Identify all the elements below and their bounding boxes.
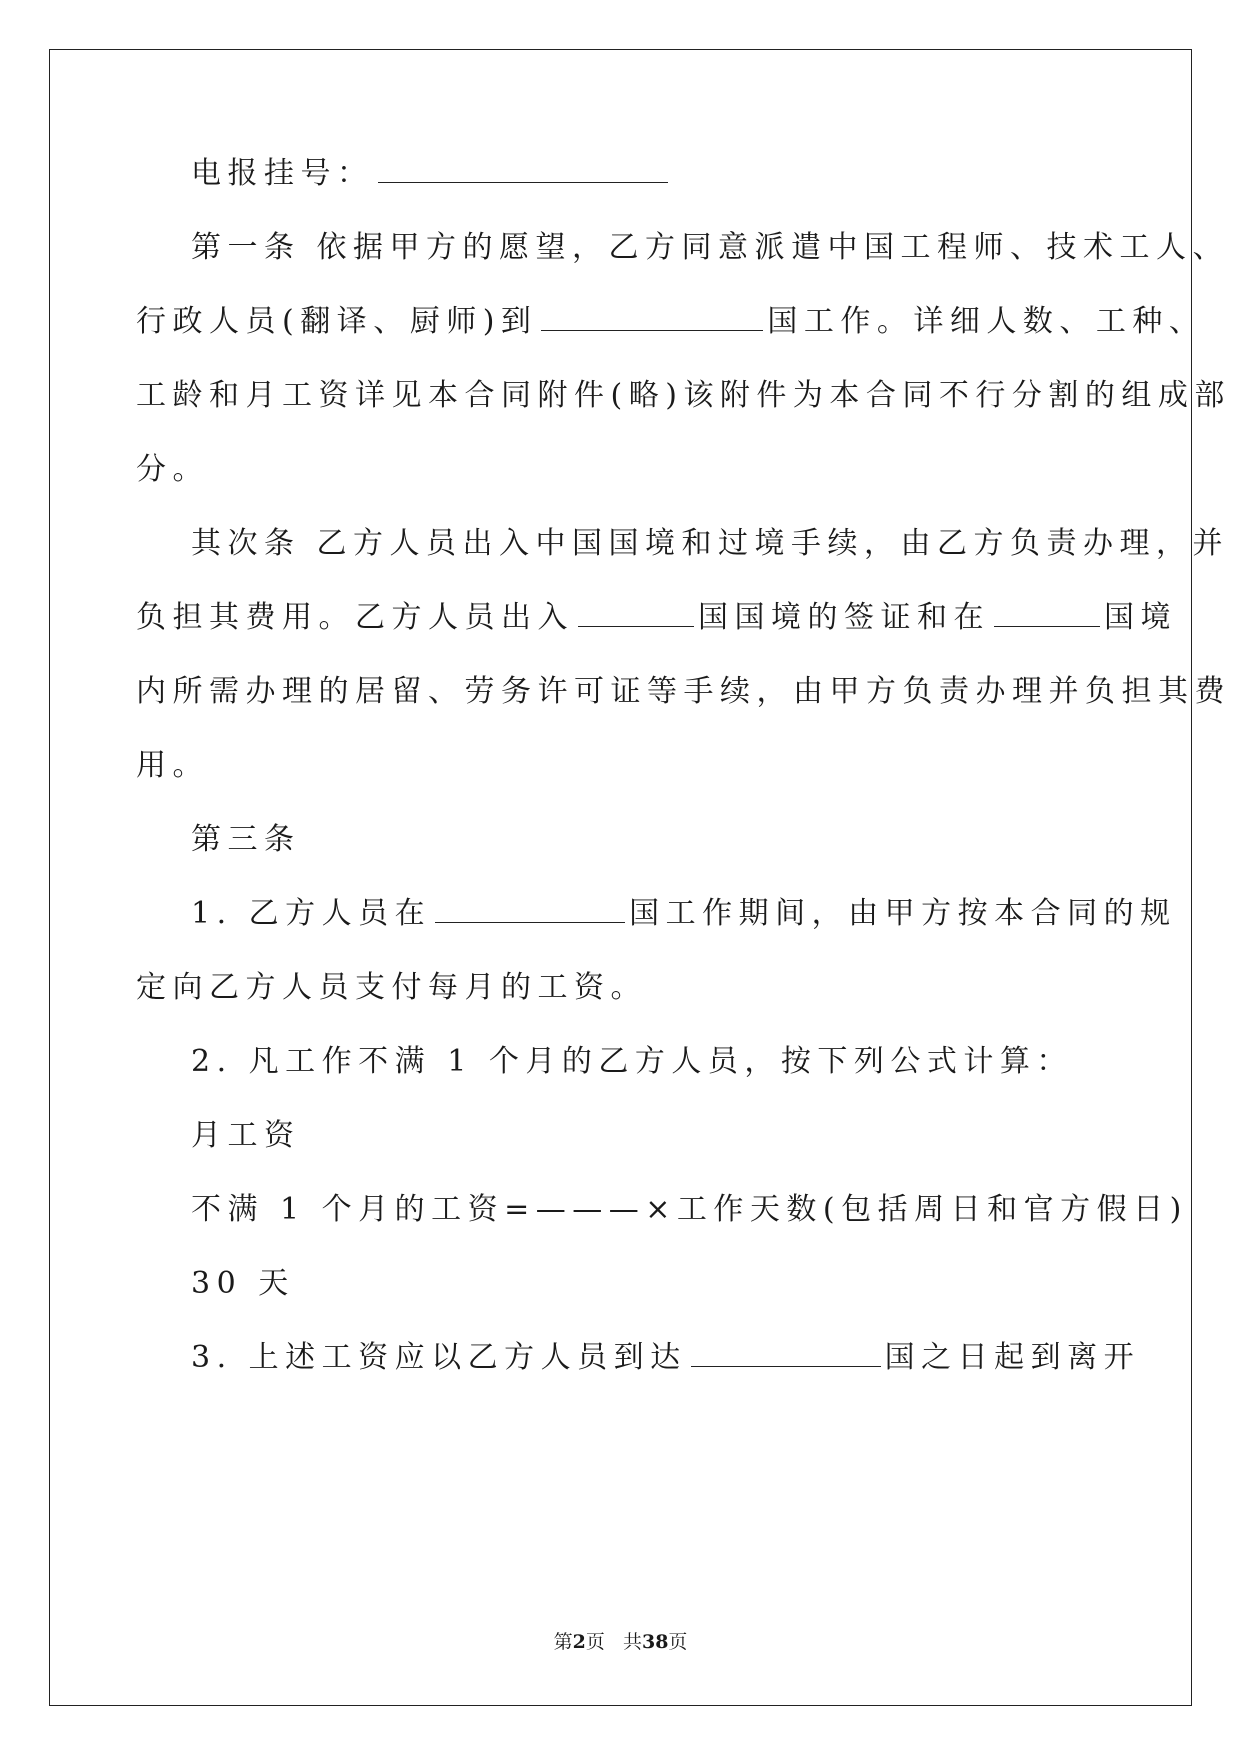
article-2-line-4: 用。	[136, 748, 209, 783]
country-blank-5	[691, 1340, 881, 1367]
total-pages: 38	[641, 1631, 669, 1653]
article-3-heading: 第三条	[191, 822, 301, 857]
article-2-line-2: 负担其费用。乙方人员出入 国国境的签证和在 国境	[136, 600, 1177, 635]
formula-denominator: 30 天	[191, 1266, 295, 1301]
page-number: 2	[572, 1631, 586, 1653]
article-1-line-2: 行政人员(翻译、厨师)到 国工作。详细人数、工种、	[136, 304, 1206, 339]
clause-3-line-1: 3. 上述工资应以乙方人员到达 国之日起到离开	[191, 1340, 1141, 1375]
article-2-line-3: 内所需办理的居留、劳务许可证等手续，由甲方负责办理并负担其费	[136, 674, 1231, 709]
telegraph-line	[191, 154, 672, 194]
formula-line: 不满 1 个月的工资=———×工作天数(包括周日和官方假日)	[191, 1192, 1188, 1227]
article-2-line-1: 其次条 乙方人员出入中国国境和过境手续，由乙方负责办理，并	[191, 526, 1230, 561]
clause-1-line-1: 1. 乙方人员在 国工作期间，由甲方按本合同的规	[191, 896, 1177, 931]
article-1-line-4: 分。	[136, 452, 209, 487]
telegraph-label: 电报挂号：	[191, 156, 374, 191]
page-border	[49, 49, 1192, 1706]
article-1-line-3: 工龄和月工资详见本合同附件(略)该附件为本合同不行分割的组成部	[136, 378, 1231, 413]
formula-numerator: 月工资	[191, 1118, 301, 1153]
country-blank-1	[541, 304, 763, 331]
country-blank-4	[435, 896, 625, 923]
country-blank-3	[994, 600, 1100, 627]
country-blank-2	[578, 600, 694, 627]
article-1-line-1: 第一条 依据甲方的愿望，乙方同意派遣中国工程师、技术工人、	[191, 230, 1230, 265]
page-footer: 第2页 共38页	[553, 1631, 688, 1653]
clause-2-line-1: 2. 凡工作不满 1 个月的乙方人员，按下列公式计算：	[191, 1044, 1073, 1079]
telegraph-blank	[378, 156, 668, 183]
clause-1-line-2: 定向乙方人员支付每月的工资。	[136, 970, 647, 1005]
